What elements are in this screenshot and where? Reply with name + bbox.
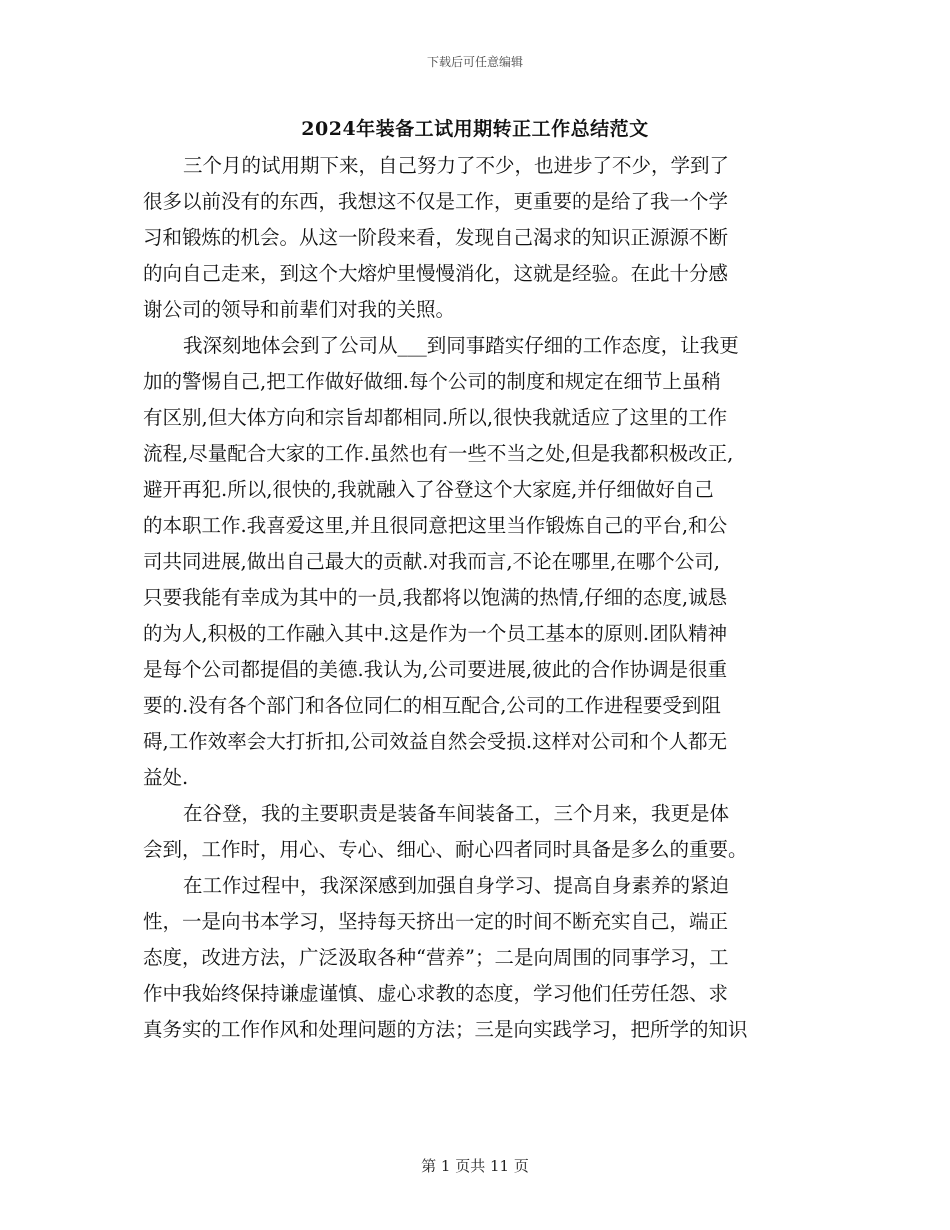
text-line: 作中我始终保持谦虚谨慎、虚心求教的态度，学习他们任劳任怨、求 <box>143 982 729 1005</box>
text-line: 加的警惕自己,把工作做好做细.每个公司的制度和规定在细节上虽稍 <box>143 370 721 393</box>
paragraph-1 <box>143 148 813 328</box>
document-body <box>143 148 813 1048</box>
text-line: 性，一是向书本学习，坚持每天挤出一定的时间不断充实自己，端正 <box>143 910 729 933</box>
text-line: 真务实的工作作风和处理问题的方法；三是向实践学习，把所学的知识 <box>143 1018 748 1041</box>
text-line: 谢公司的领导和前辈们对我的关照。 <box>143 298 456 321</box>
text-line: 我深刻地体会到了公司从___到同事踏实仔细的工作态度，让我更 <box>183 334 739 357</box>
text-line: 的为人,积极的工作融入其中.这是作为一个员工基本的原则.团队精神 <box>143 622 728 645</box>
page-number-footer: 第 1 页共 11 页 <box>421 1157 529 1175</box>
text-line: 要的.没有各个部门和各位同仁的相互配合,公司的工作进程要受到阻 <box>143 694 721 717</box>
text-line: 是每个公司都提倡的美德.我认为,公司要进展,彼此的合作协调是很重 <box>143 658 728 681</box>
text-line: 碍,工作效率会大打折扣,公司效益自然会受损.这样对公司和个人都无 <box>143 730 728 753</box>
document-title: 2024年装备工试用期转正工作总结范文 <box>301 118 649 140</box>
text-line: 态度，改进方法，广泛汲取各种“营养”；二是向周围的同事学习，工 <box>143 946 729 969</box>
text-line: 三个月的试用期下来，自己努力了不少，也进步了不少，学到了 <box>183 154 730 177</box>
paragraph-3 <box>143 796 813 868</box>
text-line: 的本职工作.我喜爱这里,并且很同意把这里当作锻炼自己的平台,和公 <box>143 514 728 537</box>
paragraph-2 <box>143 328 813 796</box>
paragraph-4 <box>143 868 813 1048</box>
text-line: 流程,尽量配合大家的工作.虽然也有一些不当之处,但是我都积极改正, <box>143 442 734 465</box>
text-line: 在谷登，我的主要职责是装备车间装备工，三个月来，我更是体 <box>183 802 730 825</box>
text-line: 很多以前没有的东西，我想这不仅是工作，更重要的是给了我一个学 <box>143 190 729 213</box>
text-line: 只要我能有幸成为其中的一员,我都将以饱满的热情,仔细的态度,诚恳 <box>143 586 728 609</box>
text-line: 会到，工作时，用心、专心、细心、耐心四者同时具备是多么的重要。 <box>143 838 748 861</box>
text-line: 习和锻炼的机会。从这一阶段来看，发现自己渴求的知识正源源不断 <box>143 226 729 249</box>
text-line: 避开再犯.所以,很快的,我就融入了谷登这个大家庭,并仔细做好自己 <box>143 478 714 501</box>
page-header-note: 下载后可任意编辑 <box>426 55 523 69</box>
text-line: 司共同进展,做出自己最大的贡献.对我而言,不论在哪里,在哪个公司, <box>143 550 720 573</box>
text-line: 有区别,但大体方向和宗旨却都相同.所以,很快我就适应了这里的工作 <box>143 406 728 429</box>
text-line: 益处. <box>143 766 189 789</box>
text-line: 的向自己走来，到这个大熔炉里慢慢消化，这就是经验。在此十分感 <box>143 262 729 285</box>
text-line: 在工作过程中，我深深感到加强自身学习、提高自身素养的紧迫 <box>183 874 730 897</box>
